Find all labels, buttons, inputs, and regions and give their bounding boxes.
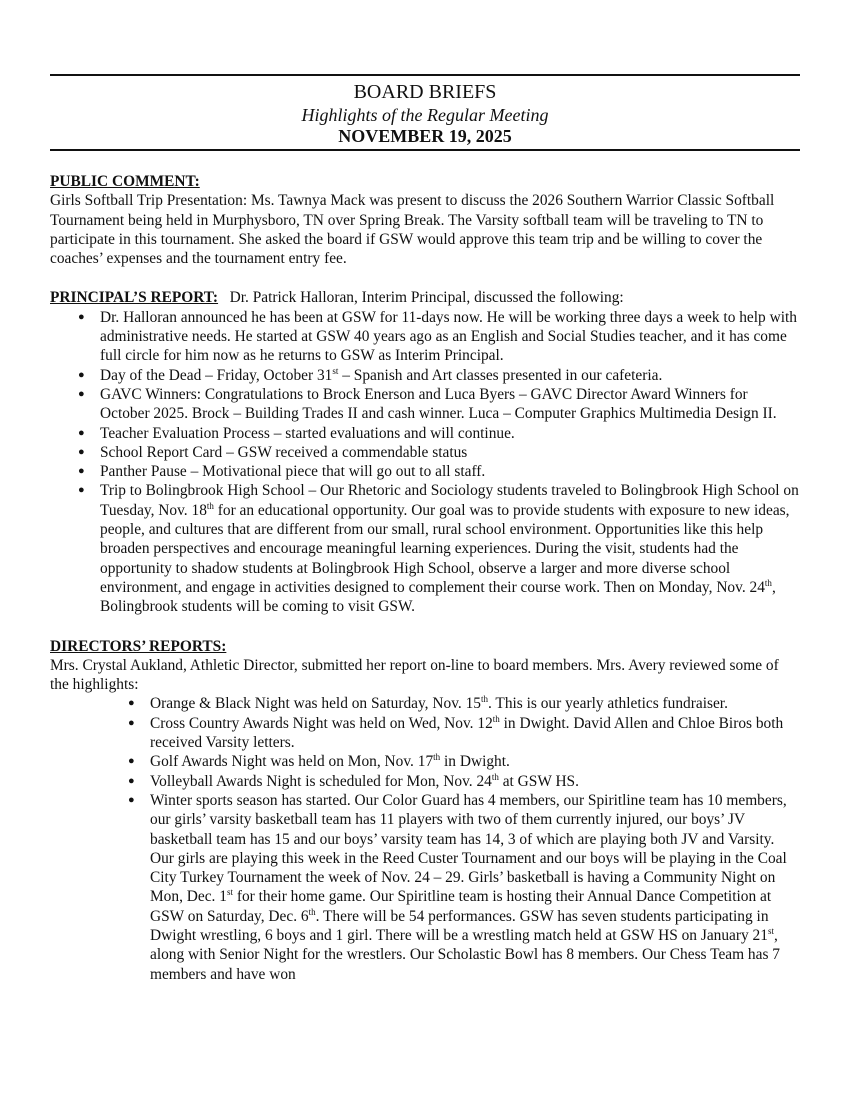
ordinal-suffix: th (492, 713, 500, 724)
ordinal-suffix: st (226, 887, 233, 898)
ordinal-suffix: th (480, 694, 488, 705)
public-comment-body: Girls Softball Trip Presentation: Ms. Tawnya Mack was present to discuss the 2026 Southern Warrior Classic Softball Tournament being held in Murphysboro, TN over Spring Break. The Varsity softball team will be traveling to TN to participate in this tournament. She asked the board if GSW would approve this team trip and be willing to cover the coaches’ expenses and the tournament entry fee. (50, 192, 775, 268)
list-item-text: Winter sports season has started. Our Color Guard has 4 members, our Spiritline team has 10 members, our girls’ varsity basketball team has 11 players with two of them currently injured, our boys’ JV basketball team has 15 and our boys’ varsity team has 14, 3 of which are playing both JV and Varsity. Our girls are playing this week in the Reed Custer Tournament and our boys will be playing in the Coal City Turkey Tournament the week of Nov. 24 – 29. Girls’ basketball is having a Community Night on Mon, Dec. 1 (150, 791, 787, 906)
list-item-text: – Spanish and Art classes presented in our cafeteria. (338, 366, 663, 384)
list-item-text: GAVC Winners: Congratulations to Brock Enerson and Luca Byers – GAVC Director Award Winners for October 2025. Brock – Building Trades II and cash winner. Luca – Computer Graphics Multimedia Design II. (100, 385, 777, 423)
ordinal-suffix: th (764, 577, 772, 588)
list-item (50, 462, 800, 481)
principal-report-heading: PRINCIPAL’S REPORT: (50, 289, 219, 307)
list-item-text: Dr. Halloran announced he has been at GSW for 11-days now. He will be working three days a week to help with administrative needs. He started at GSW 40 years ago as an English and Social Studies teacher, and it has come full circle for him now as he returns to GSW as Interim Principal. (100, 308, 797, 365)
list-item-text: at GSW HS. (498, 772, 579, 790)
list-item-text: Day of the Dead – Friday, October 31 (100, 366, 333, 384)
list-item-text: Cross Country Awards Night was held on Wed, Nov. 12 (150, 714, 493, 732)
list-item (50, 424, 800, 443)
list-item (50, 791, 800, 984)
ordinal-suffix: th (433, 752, 441, 763)
list-item (50, 694, 800, 713)
list-item-text: . There will be 54 performances. GSW has seven students participating in Dwight wrestling, 6 boys and 1 girl. There will be a wrestling match held at GSW HS on January 21 (150, 907, 769, 944)
principal-report-intro: Dr. Patrick Halloran, Interim Principal, discussed the following: (229, 289, 624, 307)
directors-reports-intro: Mrs. Crystal Aukland, Athletic Director, submitted her report on-line to board members. Mrs. Avery reviewed some of the highlights: (50, 656, 779, 694)
directors-reports-heading: DIRECTORS’ REPORTS: (50, 637, 227, 655)
list-item-text: School Report Card – GSW received a commendable status (100, 443, 468, 461)
public-comment-heading: PUBLIC COMMENT: (50, 173, 200, 190)
list-item (50, 481, 800, 616)
directors-reports-section (50, 637, 800, 984)
list-item-text: Volleyball Awards Night is scheduled for Mon, Nov. 24 (150, 772, 492, 790)
list-item-text: , along with Senior Night for the wrestlers. Our Scholastic Bowl has 8 members. Our Chess Team has 7 members and have won (150, 926, 780, 983)
list-item (50, 385, 800, 424)
masthead (50, 76, 800, 149)
ordinal-suffix: th (308, 906, 316, 917)
document-subtitle: Highlights of the Regular Meeting (301, 105, 549, 125)
list-item (50, 714, 800, 753)
principal-report-list (50, 308, 800, 617)
public-comment-section (50, 172, 800, 268)
bottom-rule (50, 149, 800, 151)
principal-report-intro-line (50, 288, 800, 307)
principal-report-section (50, 288, 800, 616)
ordinal-suffix: th (491, 771, 499, 782)
list-item-text: Trip to Bolingbrook High School – Our Rhetoric and Sociology students traveled to Bolingbrook High School on Tuesday, Nov. 18 (100, 482, 799, 519)
document-page (50, 74, 800, 984)
list-item (50, 308, 800, 366)
list-item-text: Golf Awards Night was held on Mon, Nov. 17 (150, 753, 434, 771)
list-item-text: in Dwight. David Allen and Chloe Biros both received Varsity letters. (150, 714, 784, 752)
meeting-date: NOVEMBER 19, 2025 (338, 126, 512, 146)
list-item-text: Teacher Evaluation Process – started evaluations and will continue. (100, 424, 515, 442)
list-item-text: Orange & Black Night was held on Saturday, Nov. 15 (150, 695, 481, 713)
list-item-text: . This is our yearly athletics fundraiser. (488, 695, 728, 713)
list-item-text: for their home game. Our Spiritline team is hosting their Annual Dance Competition at GSW on Saturday, Dec. 6 (150, 888, 772, 925)
list-item (50, 443, 800, 462)
document-title: BOARD BRIEFS (353, 81, 497, 103)
list-item (50, 752, 800, 771)
directors-reports-list (50, 694, 800, 983)
list-item-text: for an educational opportunity. Our goal was to provide students with exposure to new ideas, people, and cultures that are different from our small, rural school environment. Opportunities like this help broaden perspectives and encourage meaningful learning experiences. During the visit, students had the opportunity to shadow students at Bolingbrook High School, observe a larger and more diverse school environment, and engage in activities designed to complement their course work. Then on Monday, Nov. 24 (100, 501, 790, 596)
list-item-text: in Dwight. (440, 753, 510, 771)
ordinal-suffix: th (206, 500, 214, 511)
ordinal-suffix: st (767, 925, 774, 936)
list-item-text: Panther Pause – Motivational piece that will go out to all staff. (100, 463, 486, 481)
ordinal-suffix: st (332, 365, 339, 376)
list-item (50, 366, 800, 385)
list-item-text: , Bolingbrook students will be coming to visit GSW. (100, 578, 776, 616)
list-item (50, 772, 800, 791)
